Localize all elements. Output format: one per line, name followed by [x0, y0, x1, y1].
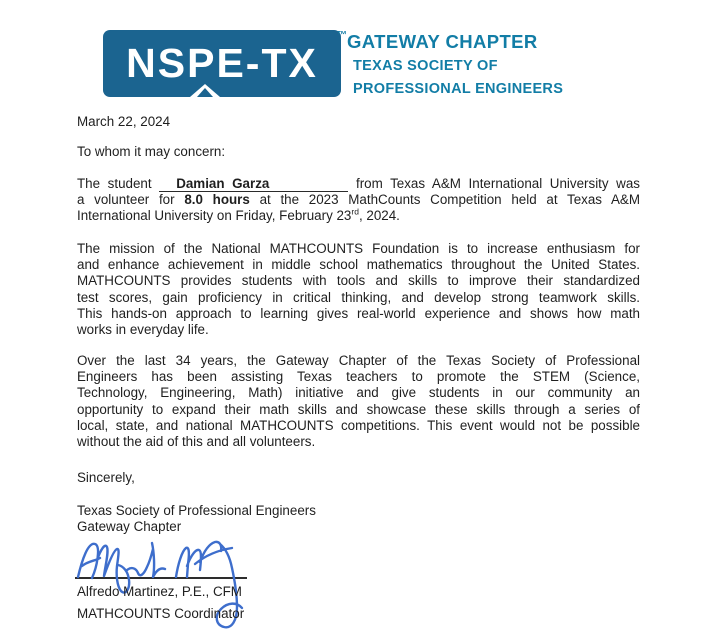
p2-line: and enhance achievement in middle school mathematics throughout the United States.: [77, 257, 640, 273]
p1-line3: [77, 208, 640, 224]
p1-l3-after: , 2024.: [358, 208, 400, 224]
p3-line: Engineers has been assisting Texas teachers to promote the STEM (Science,: [77, 369, 640, 385]
chapter-name: GATEWAY CHAPTER: [347, 31, 538, 52]
student-name: Damian Garza: [176, 176, 270, 191]
signer-org-line2: Gateway Chapter: [77, 519, 182, 534]
p2-line: MATHCOUNTS provides students with tools and skills to improve their standardized: [77, 273, 640, 289]
blank-segment: [269, 186, 348, 188]
p3-line: local, state, and national MATHCOUNTS competitions. This event would not be possible: [77, 417, 640, 433]
logo-org-text: [337, 31, 563, 97]
signer-name: Alfredo Martinez, P.E., CFM: [77, 584, 242, 599]
paragraph-volunteer: [77, 176, 640, 225]
p2-line: This hands-on approach to learning gives real-world experience and shows how math: [77, 305, 640, 321]
p2-line: works in everyday life.: [77, 321, 209, 337]
nspe-tx-logo: [103, 30, 341, 97]
p1-l3-before: International University on Friday, February 23: [77, 208, 352, 224]
trademark-symbol: ™: [337, 30, 347, 41]
p3-line: opportunity to expand their math skills and showcase these skills through a series of: [77, 401, 640, 417]
signer-title: MATHCOUNTS Coordinator: [77, 606, 245, 621]
p1-line1: [77, 176, 640, 192]
p2-line: The mission of the National MATHCOUNTS Foundation is to increase enthusiasm for: [77, 241, 640, 256]
salutation: To whom it may concern:: [77, 144, 226, 159]
signer-org-line1: Texas Society of Professional Engineers: [77, 503, 316, 518]
p2-line: test scores, gain proficiency in critical thinking, and develop strong teamwork skills.: [77, 289, 640, 305]
p1-l1-before: The student: [77, 176, 152, 191]
ordinal-suffix: rd: [351, 206, 359, 217]
p3-line: without the aid of this and all volunteers.: [77, 433, 316, 449]
name-blank-line: [159, 176, 348, 192]
org-name-line2: PROFESSIONAL ENGINEERS: [353, 81, 564, 97]
logo-notch-peak-icon: [197, 88, 213, 97]
paragraph-mission: [77, 241, 640, 338]
paragraph-chapter: [77, 353, 640, 450]
p3-line: Technology, Engineering, Math) initiative and give students in our community an: [77, 385, 640, 401]
closing: Sincerely,: [77, 470, 135, 485]
letter-date: March 22, 2024: [77, 114, 171, 129]
p1-l2-before: a volunteer for: [77, 192, 175, 208]
p1-l2-after: at the 2023 MathCounts Competition held at Texas A&M: [259, 192, 640, 208]
org-name-line1: TEXAS SOCIETY OF: [353, 58, 498, 74]
chapter-line: [337, 31, 563, 53]
hours-value: 8.0 hours: [184, 192, 250, 208]
p1-l1-after: from Texas A&M International University was: [355, 176, 640, 191]
logo-wordmark: NSPE-TX: [126, 40, 318, 86]
p3-line: Over the last 34 years, the Gateway Chapter of the Texas Society of Professional: [77, 353, 640, 368]
blank-segment: [159, 186, 176, 188]
